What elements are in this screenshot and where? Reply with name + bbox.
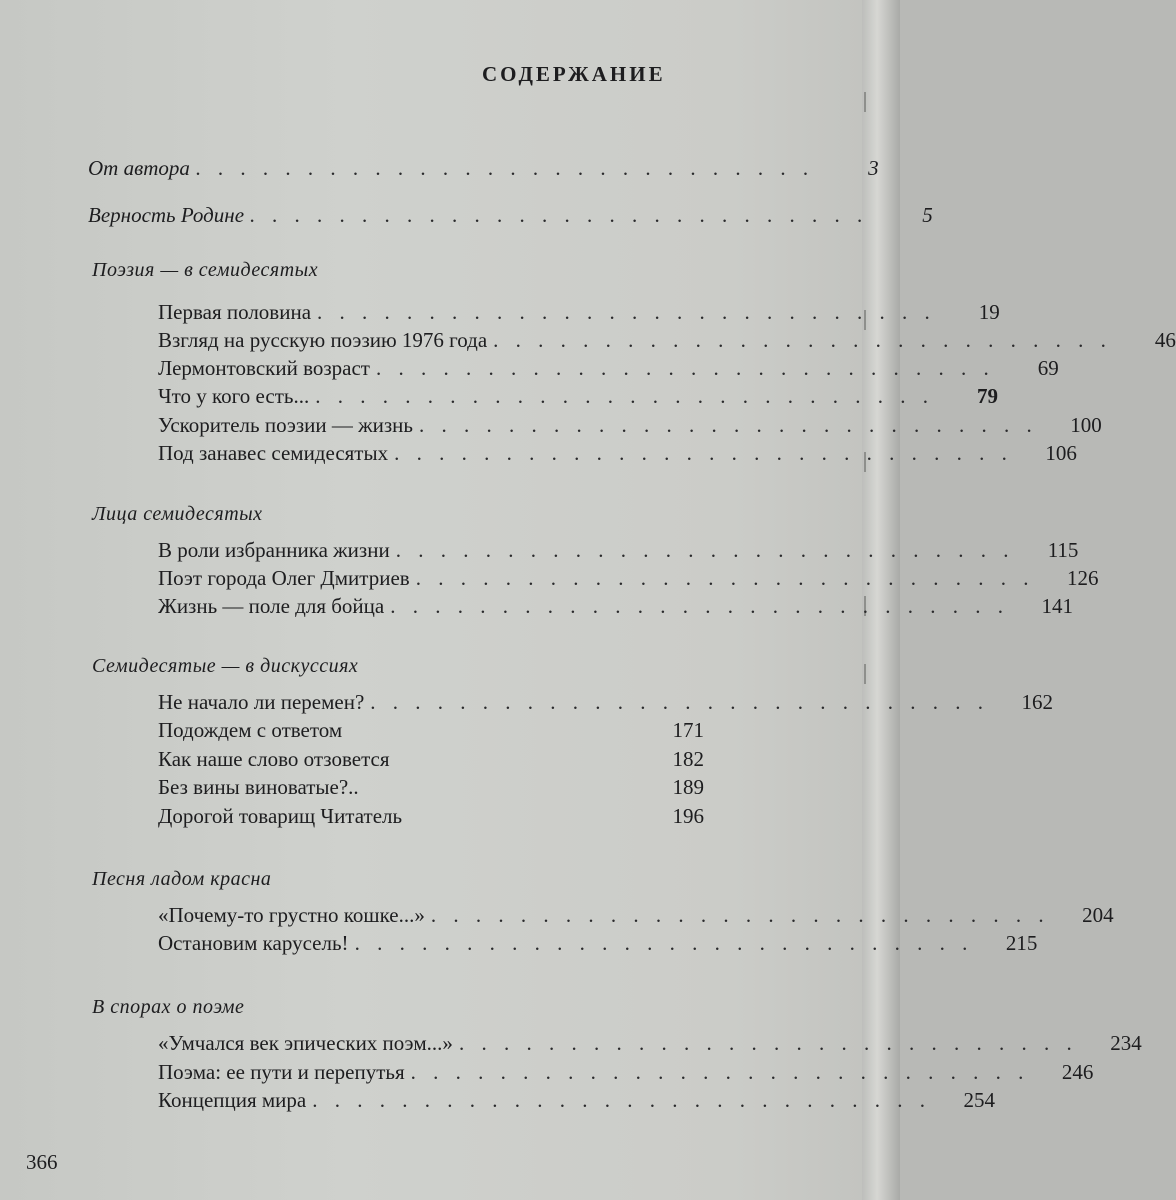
section-title: Лица семидесятых bbox=[92, 503, 263, 525]
entry-title: Остановим карусель! bbox=[158, 931, 349, 955]
entry-title: Что у кого есть... bbox=[158, 384, 310, 408]
entry-page: 106 bbox=[1045, 441, 1077, 465]
binding-thread bbox=[864, 92, 880, 112]
toc-heading: СОДЕРЖАНИЕ bbox=[482, 62, 666, 86]
binding-thread bbox=[864, 664, 880, 684]
entry-title: Подождем с ответом bbox=[158, 718, 343, 742]
entry-page: 196 bbox=[672, 804, 704, 828]
leader-dots: . . . . . . . . . . . . . . . . . . . . . . . . . . . . bbox=[395, 538, 1015, 562]
entry-title: Лермонтовский возраст bbox=[158, 356, 370, 380]
leader-dots: . . . . . . . . . . . . . . . . . . . . . . . . . . . . bbox=[458, 1031, 1078, 1055]
toc-entry bbox=[158, 775, 704, 800]
entry-page: 215 bbox=[1005, 931, 1038, 955]
leader-dots: . . . . . . . . . . . . . . . . . . . . . . . . . . . . bbox=[410, 1060, 1030, 1084]
entry-title: Жизнь — поле для бойца bbox=[158, 594, 385, 618]
entry-title: Дорогой товарищ Читатель bbox=[158, 804, 403, 828]
toc-entry bbox=[158, 566, 1099, 591]
entry-page: 3 bbox=[868, 156, 879, 180]
leader-dots: . . . . . . . . . . . . . . . . . . . . . . . . . . . . bbox=[415, 566, 1035, 590]
entry-page: 182 bbox=[672, 747, 704, 771]
entry-page: 246 bbox=[1061, 1060, 1094, 1084]
entry-page: 19 bbox=[978, 300, 1000, 324]
entry-page: 141 bbox=[1041, 594, 1073, 618]
toc-entry bbox=[158, 328, 1176, 353]
leader-dots: . . . . . . . . . . . . . . . . . . . . . . . . . . . . bbox=[418, 413, 1038, 437]
toc-entry bbox=[158, 931, 1038, 956]
toc-entry bbox=[158, 300, 1000, 325]
leader-dots: . . . . . . . . . . . . . . . . . . . . . . . . . . . . bbox=[493, 328, 1112, 352]
entry-title: Концепция мира bbox=[158, 1088, 307, 1112]
entry-page: 79 bbox=[976, 384, 998, 408]
toc-entry bbox=[158, 384, 998, 409]
leader-dots: . . . . . . . . . . . . . . . . . . . . . . . . . . . . bbox=[430, 903, 1050, 927]
toc-entry bbox=[88, 203, 933, 228]
toc-entry bbox=[158, 747, 704, 772]
leader-dots: . . . . . . . . . . . . . . . . . . . . . . . . . . . . bbox=[390, 594, 1009, 618]
entry-title: Ускоритель поэзии — жизнь bbox=[158, 413, 413, 437]
entry-page: 69 bbox=[1037, 356, 1059, 380]
entry-page: 189 bbox=[672, 775, 704, 799]
toc-entry bbox=[158, 594, 1073, 619]
toc-entry bbox=[158, 903, 1114, 928]
section-title: Поэзия — в семидесятых bbox=[92, 259, 319, 281]
leader-dots: . . . . . . . . . . . . . . . . . . . . . . . . . . . . bbox=[195, 156, 815, 180]
entry-title: Как наше слово отзовется bbox=[158, 747, 390, 771]
entry-page: 5 bbox=[922, 203, 933, 227]
entry-page: 162 bbox=[1021, 690, 1054, 714]
toc-entry bbox=[158, 1031, 1142, 1056]
entry-title: Верность Родине bbox=[88, 203, 245, 227]
entry-page: 171 bbox=[672, 718, 704, 742]
leader-dots: . . . . . . . . . . . . . . . . . . . . . . . . . . . . bbox=[315, 384, 934, 408]
toc-entry bbox=[158, 1088, 995, 1113]
leader-dots: . . . . . . . . . . . . . . . . . . . . . . . . . . . . bbox=[317, 300, 936, 324]
toc-entry bbox=[158, 538, 1079, 563]
entry-title: «Почему-то грустно кошке...» bbox=[158, 903, 425, 927]
entry-page: 115 bbox=[1047, 538, 1079, 562]
entry-title: Под занавес семидесятых bbox=[158, 441, 389, 465]
toc-entry bbox=[158, 804, 704, 829]
entry-page: 46 bbox=[1154, 328, 1176, 352]
entry-page: 204 bbox=[1082, 903, 1114, 927]
toc-entry bbox=[158, 356, 1059, 381]
entry-title: Первая половина bbox=[158, 300, 312, 324]
entry-title: Не начало ли перемен? bbox=[158, 690, 365, 714]
leader-dots: . . . . . . . . . . . . . . . . . . . . . . . . . . . . bbox=[394, 441, 1013, 465]
section-title: Песня ладом красна bbox=[92, 868, 272, 890]
leader-dots: . . . . . . . . . . . . . . . . . . . . . . . . . . . . bbox=[375, 356, 995, 380]
entry-page: 234 bbox=[1110, 1031, 1142, 1055]
page-number: 366 bbox=[26, 1150, 58, 1174]
toc-entry bbox=[158, 690, 1054, 715]
section-title: Семидесятые — в дискуссиях bbox=[92, 655, 359, 677]
toc-entry bbox=[158, 441, 1077, 466]
entry-page: 126 bbox=[1066, 566, 1099, 590]
leader-dots: . . . . . . . . . . . . . . . . . . . . . . . . . . . . bbox=[354, 931, 974, 955]
entry-title: Взгляд на русскую поэзию 1976 года bbox=[158, 328, 488, 352]
entry-title: «Умчался век эпических поэм...» bbox=[158, 1031, 453, 1055]
leader-dots: . . . . . . . . . . . . . . . . . . . . . . . . . . . . bbox=[312, 1088, 931, 1112]
entry-title: Поэт города Олег Дмитриев bbox=[158, 566, 410, 590]
entry-title: От автора bbox=[88, 156, 190, 180]
toc-entry bbox=[88, 156, 879, 181]
entry-page: 254 bbox=[963, 1088, 995, 1112]
toc-entry bbox=[158, 1060, 1094, 1085]
entry-title: В роли избранника жизни bbox=[158, 538, 390, 562]
entry-title: Поэма: ее пути и перепутья bbox=[158, 1060, 405, 1084]
leader-dots: . . . . . . . . . . . . . . . . . . . . . . . . . . . . bbox=[370, 690, 990, 714]
toc-entry bbox=[158, 413, 1102, 438]
section-title: В спорах о поэме bbox=[92, 996, 245, 1018]
entry-page: 100 bbox=[1070, 413, 1102, 437]
entry-title: Без вины виноватые?.. bbox=[158, 775, 359, 799]
toc-entry bbox=[158, 718, 704, 743]
leader-dots: . . . . . . . . . . . . . . . . . . . . . . . . . . . . bbox=[250, 203, 869, 227]
